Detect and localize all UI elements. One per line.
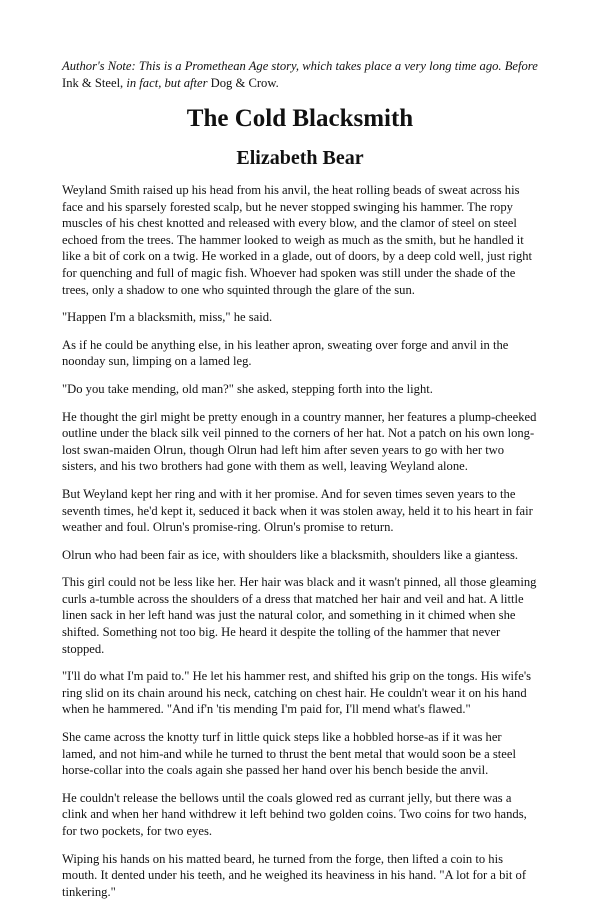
paragraph: He thought the girl might be pretty enough in a country manner, her features a plump-cheeked outline under the black silk veil pinned to the corners of her hat. Not a patch on his own long-lost swan-maiden Olrun, though Olrun had left him after seven years to go with her two sisters, and his two brothers had gone with them as well, leaving Weyland alone. [62,409,537,474]
paragraph: "Do you take mending, old man?" she asked, stepping forth into the light. [62,381,433,396]
paragraph: But Weyland kept her ring and with it her promise. And for seven times seven years to the seventh times, he'd kept it, seduced it back when it was stolen away, held it to his heart in fair weather and foul. Olrun's promise-ring. Olrun's promise to return. [62,486,533,535]
story-title: The Cold Blacksmith [186,105,414,132]
paragraph: He couldn't release the bellows until the coals glowed red as currant jelly, but there was a clink and when her hand withdrew it left behind two golden coins. Two coins for two hands, for two pockets, for two eyes. [62,790,527,838]
paragraph: Olrun who had been fair as ice, with shoulders like a blacksmith, shoulders like a giantess. [62,547,519,562]
paragraph: This girl could not be less like her. Her hair was black and it wasn't pinned, all those gleaming curls a-tumble across the shoulders of a dress that matched her hair and veil and hat. A little linen sack in her left hand was just the natural color, and something in it chimed when she shifted. Something not too big. He heard it despite the tolling of the hammer that never stopped. [62,575,537,656]
paragraph: "Happen I'm a blacksmith, miss," he said. [62,310,273,325]
paragraph: Wiping his hands on his matted beard, he turned from the forge, then lifted a coin to his mouth. It dented under his teeth, and he weighed its heaviness in his hand. "A lot for a bit of tinkering." [62,851,527,899]
author-name: Elizabeth Bear [236,147,364,169]
paragraph: She came across the knotty turf in little quick steps like a hobbled horse-as if it was her lamed, and not him-and while he turned to thrust the bent metal that would soon be a steel horse-collar into the coals again she passed her hand over his bench beside the anvil. [62,730,516,778]
paragraph: "I'll do what I'm paid to." He let his hammer rest, and shifted his grip on the tongs. His wife's ring slid on its chain around his neck, catching on chest hair. He couldn't wear it on his hand when he hammered. "And if'n 'tis mending I'm paid for, I'll mend what's flawed." [62,669,531,717]
note-book-title-2: Dog & Crow. [207,76,279,90]
note-book-title-1: Ink & Steel, [62,76,127,90]
paragraph: Weyland Smith raised up his head from his anvil, the heat rolling beads of sweat across his face and his sparsely forested scalp, but he never stopped swinging his hammer. The ropy muscles of his chest knotted and released with every blow, and the clamor of steel on steel echoed from the trees. The hammer looked to weigh as much as the smith, but he handled it like a bit of cork on a twig. He worked in a glade, out of doors, by a deep cold well, just right for quenching and full of magic fish. Whoever had spoken was still under the shade of the trees, only a shadow to one who squinted through the glare of the sun. [62,183,533,297]
paragraph: As if he could be anything else, in his leather apron, sweating over forge and anvil in the noonday sun, limping on a lamed leg. [62,337,509,369]
note-italic-part2: in fact, but after [126,76,208,90]
authors-note [62,58,538,92]
note-italic-part1: Author's Note: This is a Promethean Age story, which takes place a very long time ago. Before [62,59,538,73]
